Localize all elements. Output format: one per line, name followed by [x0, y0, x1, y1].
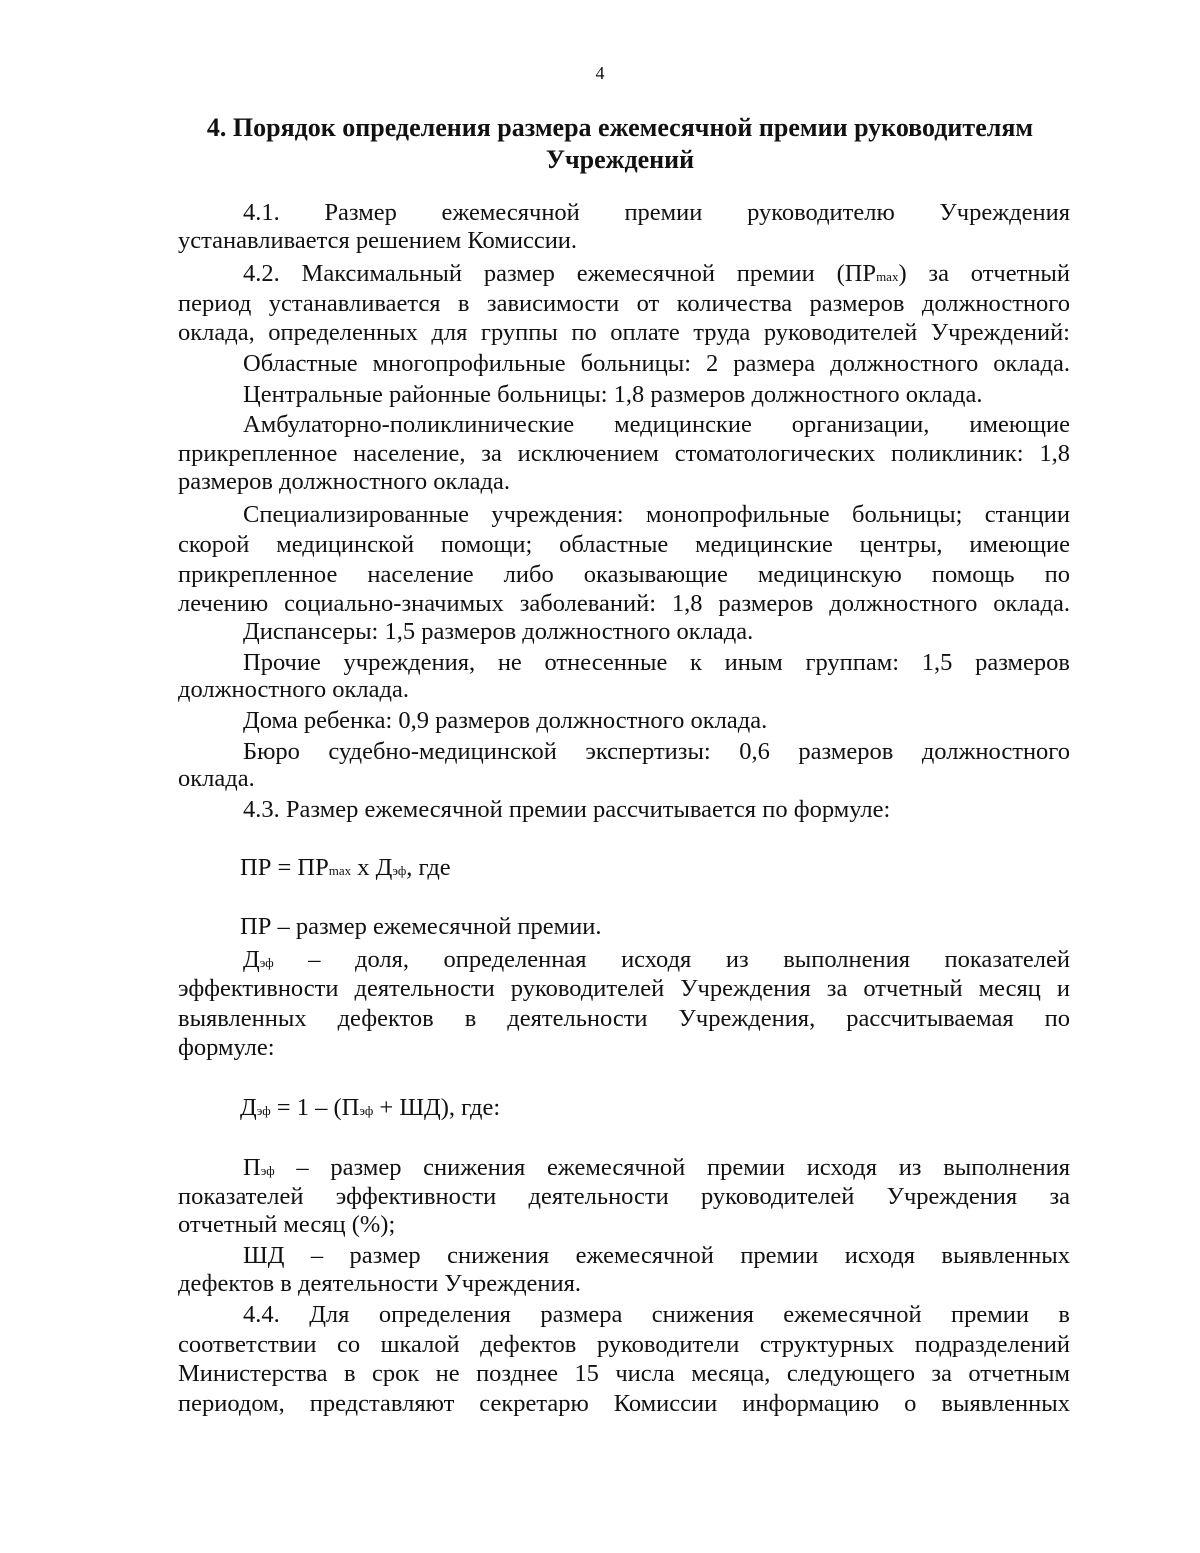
paragraph-4-2-line-2: период устанавливается в зависимости от количества размеров должностного [178, 290, 1070, 317]
definition-d-symbol: Д [243, 946, 260, 973]
definition-d-line-4: формуле: [178, 1034, 275, 1061]
definition-d-line-3: выявленных дефектов в деятельности Учреждения, рассчитываемая по [178, 1005, 1070, 1032]
page-number: 4 [595, 63, 605, 83]
group-dispensaries: Диспансеры: 1,5 размеров должностного оклада. [243, 618, 754, 645]
group-other-line-2: должностного оклада. [178, 676, 409, 703]
paragraph-4-1-line-1: 4.1. Размер ежемесячной премии руководителю Учреждения [243, 199, 1070, 226]
definition-pr: ПР – размер ежемесячной премии. [240, 913, 602, 940]
group-specialized-line-3: прикрепленное население либо оказывающие медицинскую помощь по [178, 561, 1070, 588]
formula-pr-subscript-ef: эф [392, 863, 407, 878]
definition-p-text: – размер снижения ежемесячной премии исходя из выполнения [274, 1154, 1070, 1181]
pr-max-label: 4.2. Максимальный размер ежемесячной премии (ПР [243, 260, 877, 287]
group-forensic-line-2: оклада. [178, 765, 255, 792]
group-specialized-line-4: лечению социально-значимых заболеваний: 1,8 размеров должностного оклада. [178, 590, 1070, 617]
paragraph-4-2-line-3: оклада, определенных для группы по оплате труда руководителей Учреждений: [178, 319, 1070, 346]
formula-pr-part-1: ПР = ПР [240, 854, 329, 881]
paragraph-4-4-line-2: соответствии со шкалой дефектов руководители структурных подразделений [178, 1331, 1070, 1358]
group-outpatient-line-2: прикрепленное население, за исключением стоматологических поликлиник: 1,8 [178, 440, 1070, 467]
definition-p-symbol: П [243, 1154, 261, 1181]
definition-d-subscript: эф [259, 955, 274, 970]
group-outpatient-line-3: размеров должностного оклада. [178, 468, 511, 495]
definition-p-line-2: показателей эффективности деятельности руководителей Учреждения за [178, 1183, 1070, 1210]
formula-pr-subscript-max: max [328, 863, 352, 878]
section-title [170, 112, 1070, 176]
definition-sh-line-1: ШД – размер снижения ежемесячной премии исходя выявленных [243, 1242, 1070, 1269]
definition-d-text: – доля, определенная исходя из выполнения показателей [273, 946, 1070, 973]
max-subscript: max [876, 269, 899, 284]
group-central-district-hospitals: Центральные районные больницы: 1,8 размеров должностного оклада. [243, 381, 983, 408]
paragraph-4-2-line-1-end: ) за отчетный [898, 260, 1071, 287]
formula-d-part-1: Д [240, 1094, 257, 1121]
formula-pr-part-3: , где [406, 854, 451, 881]
formula-d-subscript-2: эф [359, 1103, 374, 1118]
paragraph-4-4-line-4: периодом, представляют секретарю Комиссии информацию о выявленных [178, 1390, 1070, 1417]
formula-d-subscript-1: эф [256, 1103, 271, 1118]
paragraph-4-2-line-1 [243, 259, 1070, 292]
formula-pr-part-2: х Д [351, 854, 393, 881]
paragraph-4-3-intro: 4.3. Размер ежемесячной премии рассчитывается по формуле: [243, 796, 891, 823]
definition-d-line-2: эффективности деятельности руководителей Учреждения за отчетный месяц и [178, 975, 1070, 1002]
definition-p-line-3: отчетный месяц (%); [178, 1211, 396, 1238]
group-specialized-line-1: Специализированные учреждения: монопрофильные больницы; станции [243, 501, 1070, 528]
definition-p-subscript: эф [260, 1163, 275, 1178]
section-title-line-2: Учреждений [545, 145, 695, 174]
paragraph-4-1-line-2: устанавливается решением Комиссии. [178, 227, 578, 254]
group-specialized-line-2: скорой медицинской помощи; областные медицинские центры, имеющие [178, 531, 1070, 558]
group-other-line-1: Прочие учреждения, не отнесенные к иным группам: 1,5 размеров [243, 649, 1070, 676]
formula-d-part-2: = 1 – (П [270, 1094, 360, 1121]
formula-d-part-3: + ШД), где: [373, 1094, 501, 1121]
formula-pr [240, 853, 1132, 886]
group-forensic-line-1: Бюро судебно-медицинской экспертизы: 0,6 размеров должностного [243, 738, 1070, 765]
definition-sh-line-2: дефектов в деятельности Учреждения. [178, 1270, 582, 1297]
group-childrens-homes: Дома ребенка: 0,9 размеров должностного оклада. [243, 707, 768, 734]
paragraph-4-4-line-1: 4.4. Для определения размера снижения ежемесячной премии в [243, 1301, 1070, 1328]
group-regional-hospitals: Областные многопрофильные больницы: 2 размера должностного оклада. [243, 350, 1070, 377]
formula-d [240, 1093, 1132, 1126]
group-outpatient-line-1: Амбулаторно-поликлинические медицинские организации, имеющие [243, 411, 1070, 438]
paragraph-4-4-line-3: Министерства в срок не позднее 15 числа месяца, следующего за отчетным [178, 1360, 1070, 1387]
section-title-line-1: 4. Порядок определения размера ежемесячной премии руководителям [206, 113, 1034, 142]
